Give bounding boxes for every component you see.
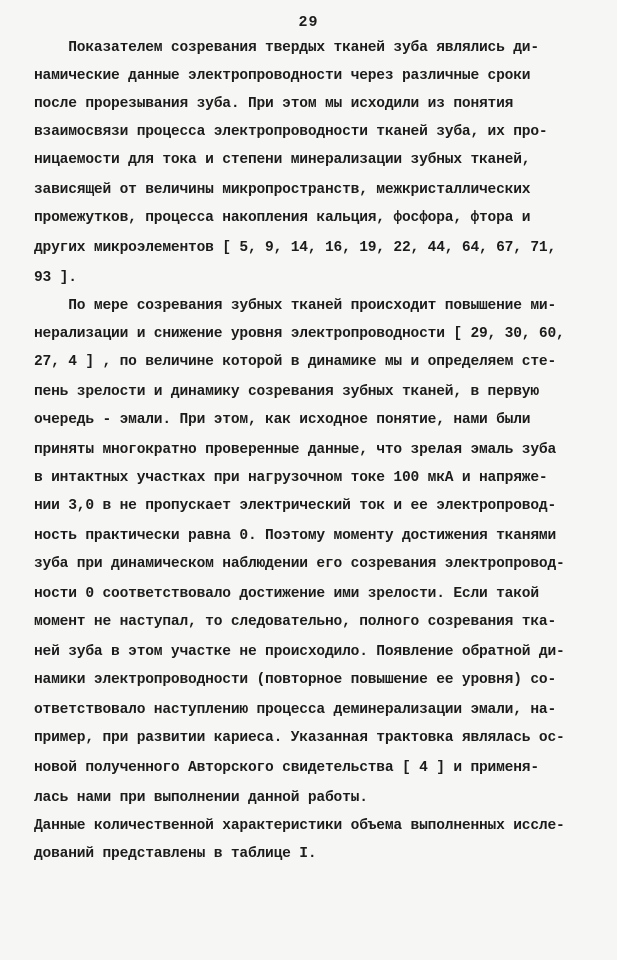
text-line: дований представлены в таблице I. [34, 846, 317, 862]
text-line: Показателем созревания твердых тканей зуба являлись ди- [34, 40, 539, 56]
text-line: приняты многократно проверенные данные, что зрелая эмаль зуба [34, 442, 557, 458]
text-line: намические данные электропроводности через различные сроки [34, 68, 531, 84]
text-line: промежутков, процесса накопления кальция, фосфора, фтора и [34, 210, 531, 226]
text-line: момент не наступал, то следовательно, полного созревания тка- [34, 614, 557, 630]
text-line: намики электропроводности (повторное повышение ее уровня) со- [34, 672, 557, 688]
text-line: По мере созревания зубных тканей происходит повышение ми- [34, 298, 557, 314]
text-line: пень зрелости и динамику созревания зубных тканей, в первую [34, 384, 539, 400]
text-line: зуба при динамическом наблюдении его созревания электропровод- [34, 556, 565, 572]
text-line: нерализации и снижение уровня электропроводности [ 29, 30, 60, [34, 326, 565, 342]
text-line: в интактных участках при нагрузочном токе 100 мкА и напряже- [34, 470, 548, 486]
text-line: Данные количественной характеристики объема выполненных иссле- [34, 818, 565, 834]
text-line: ность практически равна 0. Поэтому моменту достижения тканями [34, 528, 557, 544]
text-line: зависящей от величины микропространств, межкристаллических [34, 182, 531, 198]
text-line: ответствовало наступлению процесса деминерализации эмали, на- [34, 702, 557, 718]
text-line: после прорезывания зуба. При этом мы исходили из понятия [34, 96, 514, 112]
text-line: ницаемости для тока и степени минерализации зубных тканей, [34, 152, 531, 168]
text-line: ней зуба в этом участке не происходило. Появление обратной ди- [34, 644, 565, 660]
text-line: очередь - эмали. При этом, как исходное понятие, нами были [34, 412, 531, 428]
text-line: 27, 4 ] , по величине которой в динамике мы и определяем сте- [34, 354, 557, 370]
text-line: 93 ]. [34, 270, 77, 286]
text-line: других микроэлементов [ 5, 9, 14, 16, 19, 22, 44, 64, 67, 71, [34, 240, 557, 256]
text-line: взаимосвязи процесса электропроводности тканей зуба, их про- [34, 124, 548, 140]
text-line: лась нами при выполнении данной работы. [34, 790, 368, 806]
text-line: нии 3,0 в не пропускает электрический ток и ее электропровод- [34, 498, 557, 514]
page-number: 29 [298, 14, 319, 31]
text-line: новой полученного Авторского свидетельства [ 4 ] и применя- [34, 760, 539, 776]
text-line: пример, при развитии кариеса. Указанная трактовка являлась ос- [34, 730, 565, 746]
text-line: ности 0 соответствовало достижение ими зрелости. Если такой [34, 586, 539, 602]
